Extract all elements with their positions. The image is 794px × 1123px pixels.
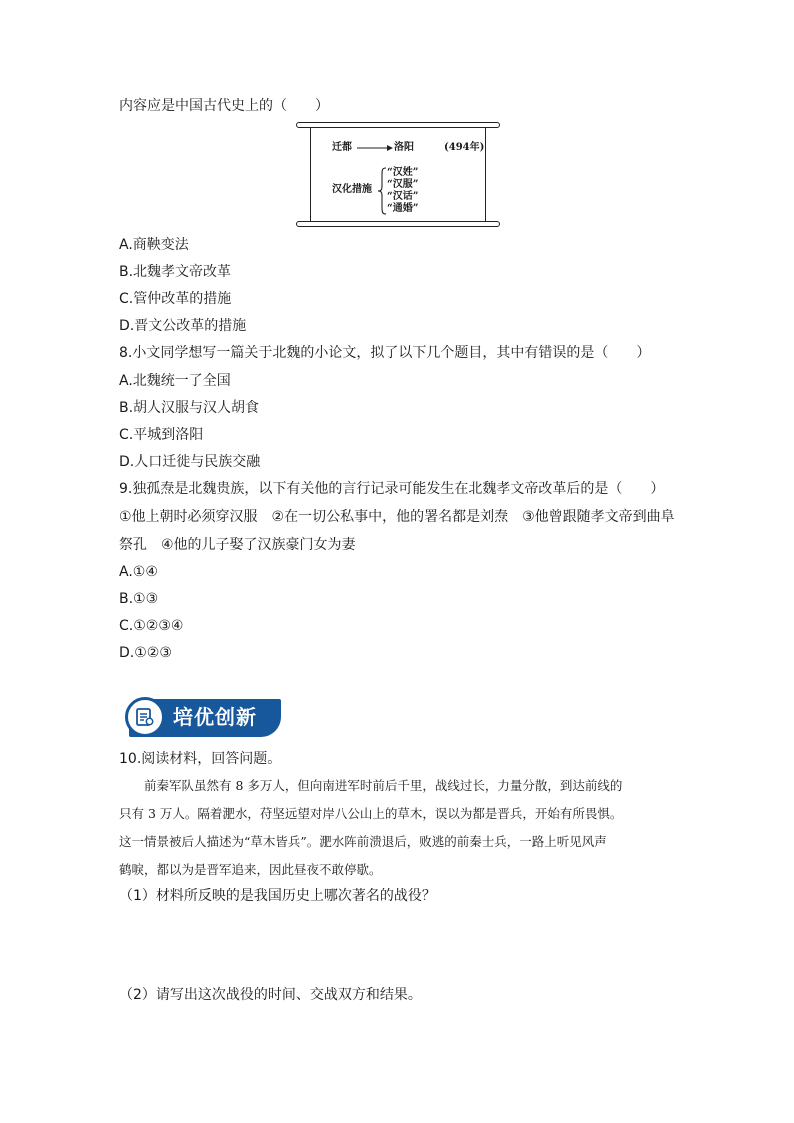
figure-measure-3: “汉话”: [387, 191, 419, 202]
q8-option-a[interactable]: A.北魏统一了全国: [119, 373, 231, 389]
figure-measures-label: 汉化措施: [332, 184, 372, 195]
q9-statements-line2: 祭孔 ④他的儿子娶了汉族豪门女为妻: [119, 537, 356, 553]
scroll-figure: [296, 122, 500, 229]
q7-option-a[interactable]: A.商鞅变法: [119, 237, 189, 253]
passage-line: 鹤唳，都以为是晋军追来，因此昼夜不敢停歇。: [119, 862, 382, 877]
q9-option-c[interactable]: C.①②③④: [119, 618, 184, 634]
curly-brace-icon: [377, 166, 387, 216]
figure-year: (494年): [444, 142, 485, 153]
q10-sub-question-1: （1）材料所反映的是我国历史上哪次著名的战役？: [119, 888, 436, 904]
q8-option-c[interactable]: C.平城到洛阳: [119, 427, 204, 443]
passage-line: 前秦军队虽然有 8 多万人，但向南进军时前后千里，战线过长，力量分散，到达前线的: [119, 778, 623, 793]
q8-option-d[interactable]: D.人口迁徙与民族交融: [119, 454, 261, 470]
figure-move-label: 迁都: [332, 142, 352, 153]
q9-stem: 9.独孤焘是北魏贵族，以下有关他的言行记录可能发生在北魏孝文帝改革后的是（ ）: [119, 481, 665, 497]
figure-measure-2: “汉服”: [387, 179, 419, 190]
q8-option-b[interactable]: B.胡人汉服与汉人胡食: [119, 400, 260, 416]
figure-measure-4: “通婚”: [387, 203, 419, 214]
section-banner: [121, 697, 281, 739]
q9-option-b[interactable]: B.①③: [119, 591, 159, 607]
q7-option-b[interactable]: B.北魏孝文帝改革: [119, 264, 232, 280]
figure-destination: 洛阳: [394, 142, 414, 153]
q7-option-c[interactable]: C.管仲改革的措施: [119, 291, 232, 307]
q10-stem: 10.阅读材料，回答问题。: [119, 751, 282, 767]
q8-stem: 8.小文同学想写一篇关于北魏的小论文，拟了以下几个题目，其中有错误的是（ ）: [119, 345, 651, 361]
q9-option-d[interactable]: D.①②③: [119, 645, 172, 661]
scroll-bottom-rod: [296, 221, 500, 227]
figure-measure-1: “汉姓”: [387, 167, 419, 178]
q10-sub-question-2: （2）请写出这次战役的时间、交战双方和结果。: [119, 987, 422, 1003]
passage-line: 这一情景被后人描述为“草木皆兵”。淝水阵前溃退后，败逃的前秦士兵，一路上听见风声: [119, 834, 607, 849]
banner-label: 培优创新: [173, 705, 257, 729]
q9-statements-line1: ①他上朝时必须穿汉服 ②在一切公私事中，他的署名都是刘焘 ③他曾跟随孝文帝到曲阜: [119, 509, 675, 525]
q7-stem: 内容应是中国古代史上的（ ）: [119, 98, 329, 114]
q9-option-a[interactable]: A.①④: [119, 564, 158, 580]
passage-line: 只有 3 万人。隔着淝水，苻坚远望对岸八公山上的草木，误以为都是晋兵，开始有所畏惧。: [119, 806, 623, 821]
document-icon: [135, 707, 155, 727]
q7-option-d[interactable]: D.晋文公改革的措施: [119, 318, 247, 334]
right-arrow-icon: [356, 142, 394, 154]
q10-passage: [119, 772, 689, 884]
